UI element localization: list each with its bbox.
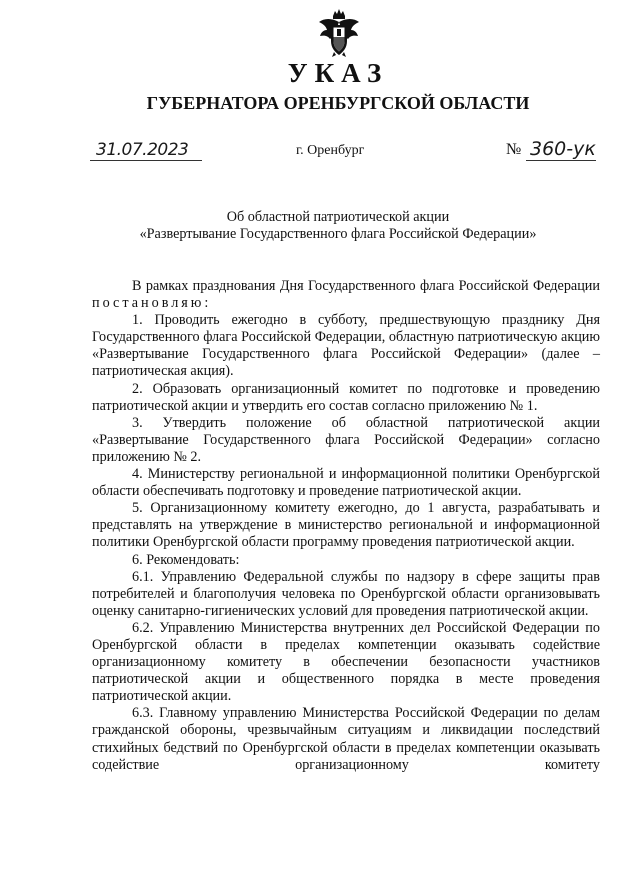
subject-line-1: Об областной патриотической акции <box>226 209 450 225</box>
number-sign: № <box>506 141 522 158</box>
document-meta <box>90 140 600 168</box>
intro-text: В рамках празднования Дня Государственного флага Российской Федерации <box>132 278 600 294</box>
date-underline <box>90 160 202 161</box>
number-underline <box>526 160 596 161</box>
paragraph-4: 4. Министерству региональной и информационной политики Оренбургской области обеспечивать подготовку и проведение патриотической акции. <box>92 466 600 500</box>
document-subject <box>0 209 640 243</box>
intro-paragraph <box>92 278 600 312</box>
paragraph-6-2: 6.2. Управлению Министерства внутренних дел Российской Федерации по Оренбургской области в пределах компетенции оказывать содействие организационному комитету в обеспечении безопасности участников патриотической акции и общественного порядка в месте проведения патриотической акции. <box>92 619 600 705</box>
paragraph-6-1: 6.1. Управлению Федеральной службы по надзору в сфере защиты прав потребителей и благополучия человека по Оренбургской области организовывать оценку санитарно-гигиенических условий для проведения патриотической акции. <box>92 568 600 619</box>
paragraph-6: 6. Рекомендовать: <box>132 551 240 568</box>
document-title: УКАЗ <box>287 58 389 88</box>
document-body <box>92 278 600 774</box>
document-city: г. Оренбург <box>296 143 365 158</box>
document-number: 360-ук <box>530 138 596 160</box>
document-date: 31.07.2023 <box>96 140 189 160</box>
paragraph-5: 5. Организационному комитету ежегодно, до 1 августа, разрабатывать и представлять на утверждение в министерство региональной и информационной политики Оренбургской области программу проведения патриотической акции. <box>92 500 600 551</box>
paragraph-6-3: 6.3. Главному управлению Министерства Российской Федерации по делам гражданской обороны, чрезвычайным ситуациям и ликвидации последствий стихийных бедствий по Оренбургской области в пределах компетенции оказывать содействие организационному комитету <box>92 705 600 773</box>
document-subtitle: ГУБЕРНАТОРА ОРЕНБУРГСКОЙ ОБЛАСТИ <box>146 93 530 113</box>
subject-line-2: «Развертывание Государственного флага Российской Федерации» <box>139 226 537 242</box>
paragraph-2: 2. Образовать организационный комитет по подготовке и проведению патриотической акции и утвердить его состав согласно приложению № 1. <box>92 380 600 414</box>
paragraph-3: 3. Утвердить положение об областной патриотической акции «Развертывание Государственного флага Российской Федерации» согласно приложению № 2. <box>92 414 600 465</box>
intro-decree-word: постановляю: <box>92 295 212 312</box>
coat-of-arms-icon <box>314 8 364 58</box>
paragraph-1: 1. Проводить ежегодно в субботу, предшествующую празднику Дня Государственного флага Российской Федерации, областную патриотическую акцию «Развертывание Государственного флага Российской Федерации» (далее – патриотическая акция). <box>92 312 600 380</box>
